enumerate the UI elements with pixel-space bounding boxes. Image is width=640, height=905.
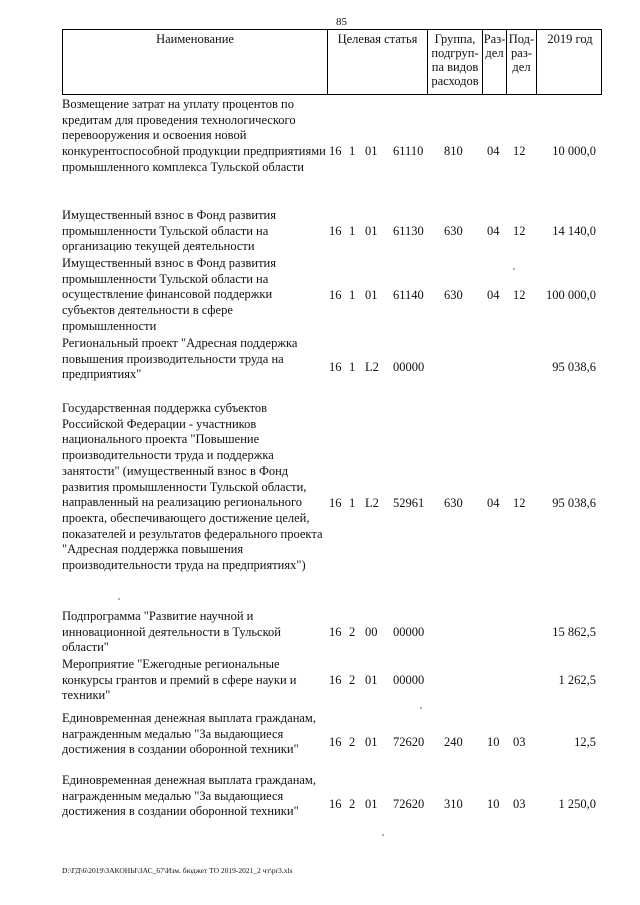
- row-code-1: 16: [329, 288, 342, 302]
- row-section: 10: [487, 735, 500, 749]
- row-section: 04: [487, 144, 500, 158]
- row-name: Имущественный взнос в Фонд развития промышленности Тульской области на осуществление финансовой поддержки субъектов деятельности в сфере промышленности: [62, 256, 276, 333]
- header-name: Наименование: [156, 32, 234, 46]
- table-header: [62, 29, 602, 95]
- row-name: Мероприятие "Ежегодные региональные конкурсы грантов и премий в сфере науки и техники": [62, 657, 297, 703]
- row-group: 240: [444, 735, 463, 749]
- row-code-1: 16: [329, 673, 342, 687]
- row-code-3: 01: [365, 735, 378, 749]
- table-row: [62, 609, 602, 657]
- row-code-4: 72620: [393, 735, 425, 749]
- table-row: [62, 773, 602, 837]
- row-name: Подпрограмма "Развитие научной и инновационной деятельности в Тульской области": [62, 609, 281, 655]
- row-code-3: L2: [365, 360, 379, 374]
- row-code-1: 16: [329, 496, 342, 510]
- row-code-3: 01: [365, 144, 378, 158]
- table-row: [62, 208, 602, 256]
- row-name: Государственная поддержка субъектов Российской Федерации - участников национального проекта "Повышение производительности труда и поддержка занятости" (имущественный взнос в Фонд развития промышленности Тульской области, направленный на реализацию регионального проекта, обеспечивающего достижение целей, показателей и результатов федерального проекта "Адресная поддержка повышения производительности труда на предприятиях"): [62, 401, 323, 573]
- row-code-3: 01: [365, 224, 378, 238]
- scan-speck: [118, 598, 120, 600]
- row-amount: 95 038,6: [552, 496, 596, 510]
- row-code-1: 16: [329, 360, 342, 374]
- row-code-2: 2: [349, 625, 356, 639]
- row-code-3: 01: [365, 673, 378, 687]
- header-target-article: Целевая статья: [327, 30, 427, 94]
- row-amount: 1 262,5: [558, 673, 596, 687]
- row-code-3: L2: [365, 496, 379, 510]
- row-amount: 95 038,6: [552, 360, 596, 374]
- row-name: Возмещение затрат на уплату процентов по кредитам для проведения технологического перевооружения и освоения новой конкурентоспособной продукции предприятиями промышленного комплекса Тульской области: [62, 97, 326, 174]
- row-code-1: 16: [329, 144, 342, 158]
- row-code-2: 1: [349, 360, 356, 374]
- row-subsection: 03: [513, 797, 526, 811]
- table-row: [62, 336, 602, 386]
- row-amount: 15 862,5: [552, 625, 596, 639]
- row-code-1: 16: [329, 625, 342, 639]
- row-subsection: 12: [513, 496, 526, 510]
- row-code-4: 61130: [393, 224, 424, 238]
- row-name: Имущественный взнос в Фонд развития промышленности Тульской области на организацию текущей деятельности: [62, 208, 276, 254]
- row-code-4: 00000: [393, 625, 425, 639]
- row-code-1: 16: [329, 224, 342, 238]
- row-amount: 12,5: [574, 735, 596, 749]
- row-code-2: 2: [349, 673, 356, 687]
- row-code-4: 61140: [393, 288, 424, 302]
- row-code-2: 1: [349, 496, 356, 510]
- row-amount: 10 000,0: [552, 144, 596, 158]
- row-code-3: 00: [365, 625, 378, 639]
- row-section: 04: [487, 224, 500, 238]
- row-subsection: 03: [513, 735, 526, 749]
- row-name: Единовременная денежная выплата гражданам, награжденным медалью "За выдающиеся достижения в создании оборонной техники": [62, 773, 316, 819]
- row-group: 630: [444, 288, 463, 302]
- row-code-2: 1: [349, 288, 356, 302]
- scan-speck: [420, 707, 422, 709]
- header-subsection: Под- раз- дел: [506, 30, 536, 94]
- table-row: [62, 401, 602, 581]
- row-name: Региональный проект "Адресная поддержка повышения производительности труда на предприятиях": [62, 336, 298, 382]
- table-row: [62, 256, 602, 336]
- row-group: 810: [444, 144, 463, 158]
- row-code-4: 61110: [393, 144, 424, 158]
- row-code-2: 1: [349, 144, 356, 158]
- file-path-footer: D:\ГД\6\2019\ЗАКОНЫ\ЗАС_67\Изм. бюджет ТО 2019-2021_2 чт\pr3.xls: [62, 866, 293, 875]
- scan-speck: [513, 268, 515, 270]
- header-group: Группа, подгруп- па видов расходов: [427, 30, 482, 94]
- page-number: 85: [336, 16, 347, 28]
- row-amount: 1 250,0: [558, 797, 596, 811]
- row-amount: 14 140,0: [552, 224, 596, 238]
- row-code-4: 52961: [393, 496, 425, 510]
- row-code-4: 00000: [393, 673, 425, 687]
- row-code-2: 2: [349, 735, 356, 749]
- row-amount: 100 000,0: [546, 288, 596, 302]
- row-code-4: 00000: [393, 360, 425, 374]
- table-row: [62, 711, 602, 773]
- row-group: 310: [444, 797, 463, 811]
- row-subsection: 12: [513, 144, 526, 158]
- header-year: 2019 год: [536, 30, 603, 94]
- row-code-4: 72620: [393, 797, 425, 811]
- row-subsection: 12: [513, 288, 526, 302]
- row-name: Единовременная денежная выплата гражданам, награжденным медалью "За выдающиеся достижения в создании оборонной техники": [62, 711, 316, 757]
- table-row: [62, 97, 602, 197]
- row-code-2: 2: [349, 797, 356, 811]
- scan-speck: [382, 834, 384, 836]
- header-section: Раз- дел: [482, 30, 506, 94]
- row-code-3: 01: [365, 797, 378, 811]
- table-row: [62, 657, 602, 705]
- row-code-3: 01: [365, 288, 378, 302]
- row-section: 04: [487, 288, 500, 302]
- row-section: 04: [487, 496, 500, 510]
- row-code-1: 16: [329, 735, 342, 749]
- row-group: 630: [444, 224, 463, 238]
- row-subsection: 12: [513, 224, 526, 238]
- row-code-1: 16: [329, 797, 342, 811]
- row-section: 10: [487, 797, 500, 811]
- row-code-2: 1: [349, 224, 356, 238]
- row-group: 630: [444, 496, 463, 510]
